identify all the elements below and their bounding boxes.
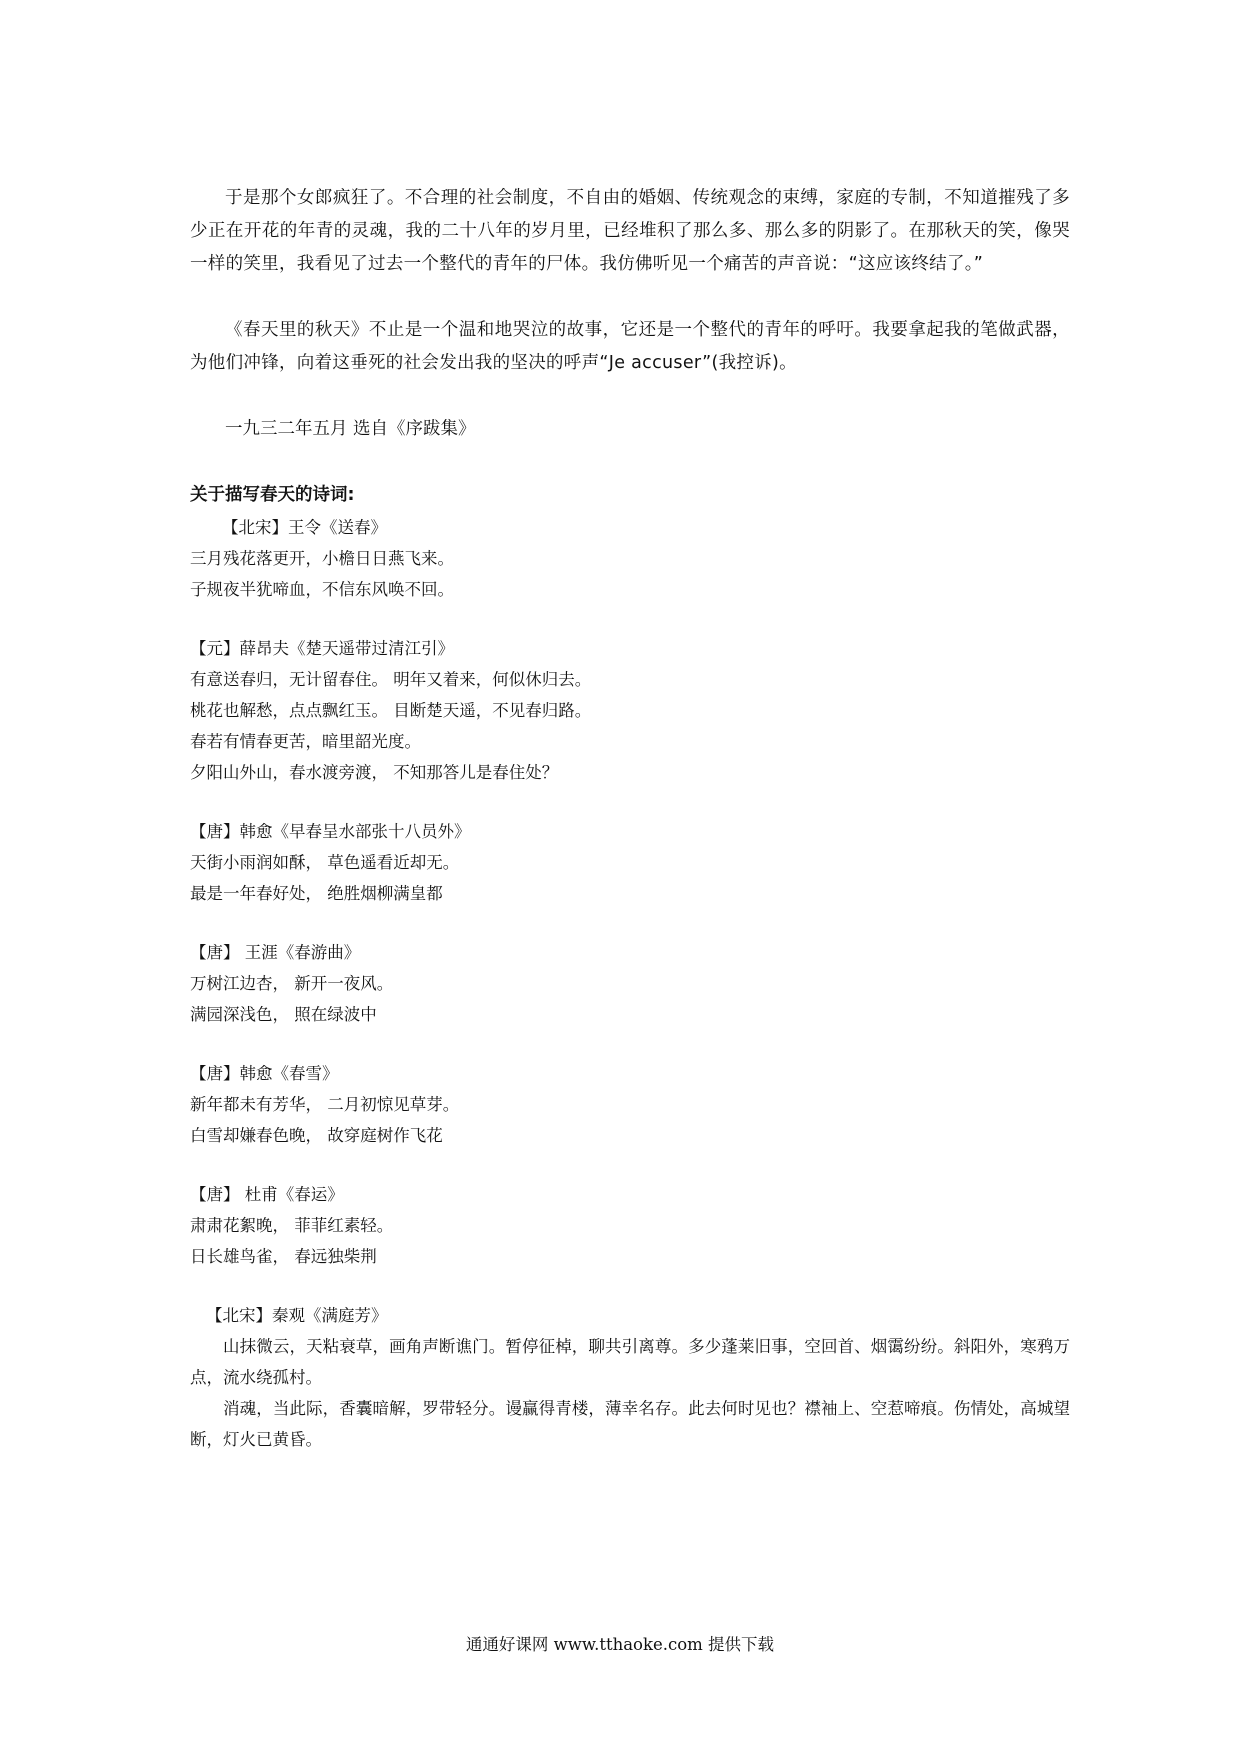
poem-block [190, 512, 1070, 605]
essay-paragraph-2: 《春天里的秋天》不止是一个温和地哭泣的故事，它还是一个整代的青年的呼吁。我要拿起我的笔做武器，为他们冲锋，向着这垂死的社会发出我的坚决的呼声“Je accuser”(我控诉)。 [190, 320, 1070, 373]
poem-line: 春若有情春更苦，暗里韶光度。 [190, 732, 421, 751]
poem-line: 肃肃花絮晚， 菲菲红素轻。 [190, 1216, 394, 1235]
poem-line: 万树江边杏， 新开一夜风。 [190, 974, 394, 993]
poem-line: 新年都未有芳华， 二月初惊见草芽。 [190, 1095, 460, 1114]
poem-line: 有意送春归，无计留春住。 明年又着来，何似休归去。 [190, 670, 592, 689]
essay-paragraph-1: 于是那个女郎疯狂了。不合理的社会制度，不自由的婚姻、传统观念的束缚，家庭的专制，不知道摧残了多少正在开花的年青的灵魂，我的二十八年的岁月里，已经堆积了那么多、那么多的阴影了。在那秋天的笑，像哭一样的笑里，我看见了过去一个整代的青年的尸体。我仿佛听见一个痛苦的声音说：“这应该终结了。” [190, 188, 1070, 274]
poem-title: 【唐】韩愈《早春呈水部张十八员外》 [190, 822, 471, 841]
poem-spacer [190, 909, 1070, 937]
poem-spacer [190, 1272, 1070, 1300]
paragraph-spacer [190, 380, 1070, 413]
date-source-line: 一九三二年五月 选自《序跋集》 [225, 419, 476, 439]
paragraph-spacer [190, 446, 1070, 479]
poem-spacer [190, 1030, 1070, 1058]
page-footer: 通通好课网 www.tthaoke.com 提供下载 [465, 1635, 775, 1654]
poem-title: 【唐】 杜甫《春运》 [190, 1185, 344, 1204]
poem-line: 满园深浅色， 照在绿波中 [190, 1005, 377, 1024]
poem-spacer [190, 1151, 1070, 1179]
poem-block [190, 1300, 1070, 1455]
poem-stanza: 山抹微云，天粘衰草，画角声断谯门。暂停征棹，聊共引离尊。多少蓬莱旧事，空回首、烟霭纷纷。斜阳外，寒鸦万点，流水绕孤村。 [190, 1337, 1070, 1387]
poem-block [190, 1179, 1070, 1272]
poem-spacer [190, 788, 1070, 816]
poem-line: 白雪却嫌春色晚， 故穿庭树作飞花 [190, 1126, 443, 1145]
poem-line: 最是一年春好处， 绝胜烟柳满皇都 [190, 884, 443, 903]
poem-line: 夕阳山外山，春水渡旁渡， 不知那答儿是春住处？ [190, 763, 559, 782]
poem-line: 天街小雨润如酥， 草色遥看近却无。 [190, 853, 460, 872]
poem-block [190, 816, 1070, 909]
poems-section-heading: 关于描写春天的诗词: [190, 485, 355, 505]
poem-block [190, 633, 1070, 788]
paragraph-spacer [190, 281, 1070, 314]
poem-line: 日长雄鸟雀， 春远独柴荆 [190, 1247, 377, 1266]
poem-stanza: 消魂，当此际，香囊暗解，罗带轻分。谩赢得青楼，薄幸名存。此去何时见也？襟袖上、空惹啼痕。伤情处，高城望断，灯火已黄昏。 [190, 1399, 1070, 1449]
poem-title: 【北宋】王令《送春》 [222, 518, 387, 537]
poem-title: 【唐】韩愈《春雪》 [190, 1064, 339, 1083]
poem-title: 【唐】 王涯《春游曲》 [190, 943, 361, 962]
poem-title: 【北宋】秦观《满庭芳》 [206, 1306, 388, 1325]
poem-line: 三月残花落更开，小檐日日燕飞来。 [190, 549, 454, 568]
poem-spacer [190, 605, 1070, 633]
poem-line: 子规夜半犹啼血，不信东风唤不回。 [190, 580, 454, 599]
poem-block [190, 1058, 1070, 1151]
poem-title: 【元】薛昂夫《楚天遥带过清江引》 [190, 639, 454, 658]
document-body [190, 182, 1070, 1455]
poem-block [190, 937, 1070, 1030]
poem-line: 桃花也解愁，点点飘红玉。 目断楚天遥，不见春归路。 [190, 701, 592, 720]
